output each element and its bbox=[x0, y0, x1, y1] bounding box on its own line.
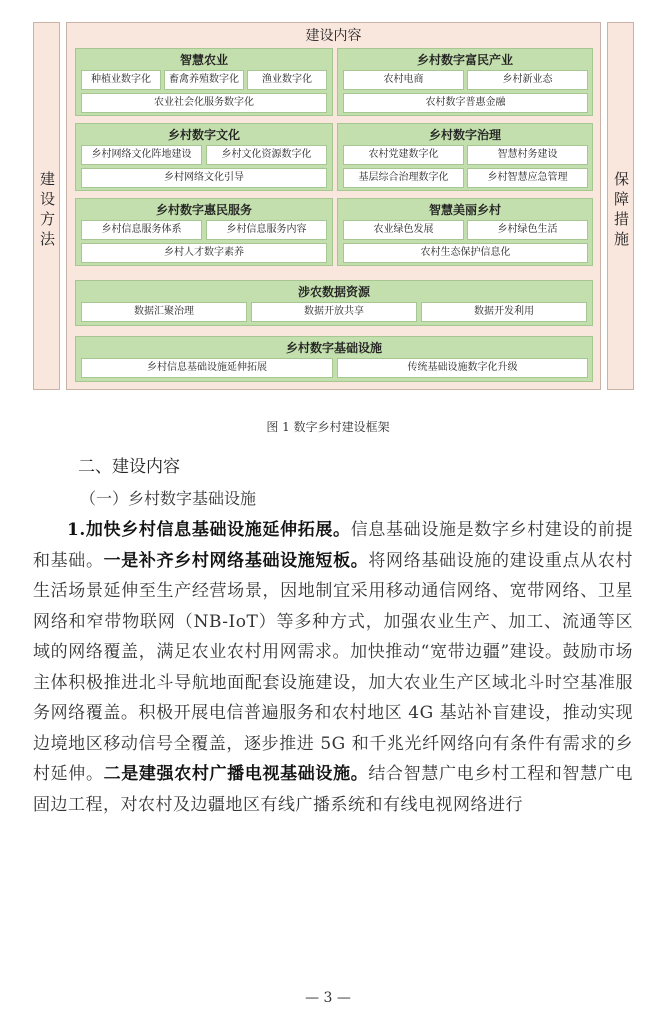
main-content-box bbox=[66, 22, 601, 390]
cell-item: 乡村网络文化阵地建设 bbox=[81, 145, 202, 165]
left-side-bar bbox=[33, 22, 60, 390]
cell-item: 农村数字普惠金融 bbox=[343, 93, 588, 113]
cell-item: 农村党建数字化 bbox=[343, 145, 464, 165]
cell-item: 数据开放共享 bbox=[251, 302, 417, 322]
group-data-resources bbox=[75, 280, 593, 326]
cell-item: 畜禽养殖数字化 bbox=[164, 70, 244, 90]
section-heading: 二、建设内容 bbox=[78, 457, 180, 477]
paragraph-text: 信息基础设施是数字乡村建设的前提和基础。 bbox=[33, 520, 634, 571]
paragraph-lead: 1.加快乡村信息基础设施延伸拓展。 bbox=[67, 520, 351, 540]
cell-item: 乡村新业态 bbox=[467, 70, 588, 90]
cell-item: 乡村绿色生活 bbox=[467, 220, 588, 240]
cell-item: 乡村信息基础设施延伸拓展 bbox=[81, 358, 333, 378]
cell-item: 农业社会化服务数字化 bbox=[81, 93, 327, 113]
right-side-label: 保障措施 bbox=[614, 170, 630, 248]
cell-item: 渔业数字化 bbox=[247, 70, 327, 90]
cell-item: 乡村信息服务体系 bbox=[81, 220, 202, 240]
group-title: 乡村数字文化 bbox=[167, 128, 240, 142]
cell-item: 数据开发利用 bbox=[421, 302, 587, 322]
left-side-label: 建设方法 bbox=[40, 170, 56, 248]
group-beautiful-village bbox=[337, 198, 593, 266]
cell-item: 数据汇聚治理 bbox=[81, 302, 247, 322]
cell-item: 智慧村务建设 bbox=[467, 145, 588, 165]
main-box-title: 建设内容 bbox=[305, 28, 362, 44]
group-rural-governance bbox=[337, 123, 593, 191]
paragraph bbox=[33, 515, 633, 820]
group-title: 涉农数据资源 bbox=[297, 285, 370, 299]
cell-item: 农村电商 bbox=[343, 70, 464, 90]
cell-item: 农业绿色发展 bbox=[343, 220, 464, 240]
group-title: 智慧农业 bbox=[179, 53, 228, 67]
group-rural-industry bbox=[337, 48, 593, 116]
cell-item: 乡村智慧应急管理 bbox=[467, 168, 588, 188]
cell-item: 乡村人才数字素养 bbox=[81, 243, 327, 263]
cell-item: 乡村文化资源数字化 bbox=[206, 145, 327, 165]
subsection-heading: （一）乡村数字基础设施 bbox=[80, 489, 257, 508]
group-infrastructure bbox=[75, 336, 593, 382]
right-side-bar bbox=[607, 22, 634, 390]
group-title: 乡村数字惠民服务 bbox=[155, 203, 252, 217]
cell-item: 传统基础设施数字化升级 bbox=[337, 358, 588, 378]
paragraph-text: 将网络基础设施的建设重点从农村生活场景延伸至生产经营场景，因地制宜采用移动通信网络、宽带网络、卫星网络和窄带物联网（NB-IoT）等多种方式，加强农业生产、加工、流通等区域的网络覆盖，满足农业农村用网需求。加快推动“宽带边疆”建设。鼓励市场主体积极推进北斗导航地面配套设施建设，加大农业生产区域北斗时空基准服务网络覆盖。积极开展电信普遍服务和农村地区 4G 基站补盲建设，推动实现边境地区移动信号全覆盖，逐步推进 5G 和千兆光纤网络向有条件有需求的乡村延伸。 bbox=[33, 550, 634, 784]
group-rural-service bbox=[75, 198, 333, 266]
cell-item: 基层综合治理数字化 bbox=[343, 168, 464, 188]
paragraph-bold: 二是建强农村广播电视基础设施。 bbox=[103, 764, 369, 784]
cell-item: 种植业数字化 bbox=[81, 70, 161, 90]
paragraph-text: 结合智慧广电乡村工程和智慧广电固边工程，对农村及边疆地区有线广播系统和有线电视网络进行 bbox=[33, 764, 634, 815]
group-title: 智慧美丽乡村 bbox=[428, 203, 501, 217]
group-rural-culture bbox=[75, 123, 333, 191]
group-title: 乡村数字基础设施 bbox=[285, 341, 382, 355]
group-smart-agriculture bbox=[75, 48, 333, 116]
cell-item: 农村生态保护信息化 bbox=[343, 243, 588, 263]
paragraph-bold: 一是补齐乡村网络基础设施短板。 bbox=[103, 550, 369, 571]
figure-caption: 图 1 数字乡村建设框架 bbox=[266, 420, 390, 434]
body-paragraph bbox=[33, 515, 633, 820]
group-title: 乡村数字富民产业 bbox=[416, 53, 513, 67]
group-title: 乡村数字治理 bbox=[428, 128, 501, 142]
cell-item: 乡村信息服务内容 bbox=[206, 220, 327, 240]
page-number: — 3 — bbox=[305, 990, 351, 1006]
cell-item: 乡村网络文化引导 bbox=[81, 168, 327, 188]
